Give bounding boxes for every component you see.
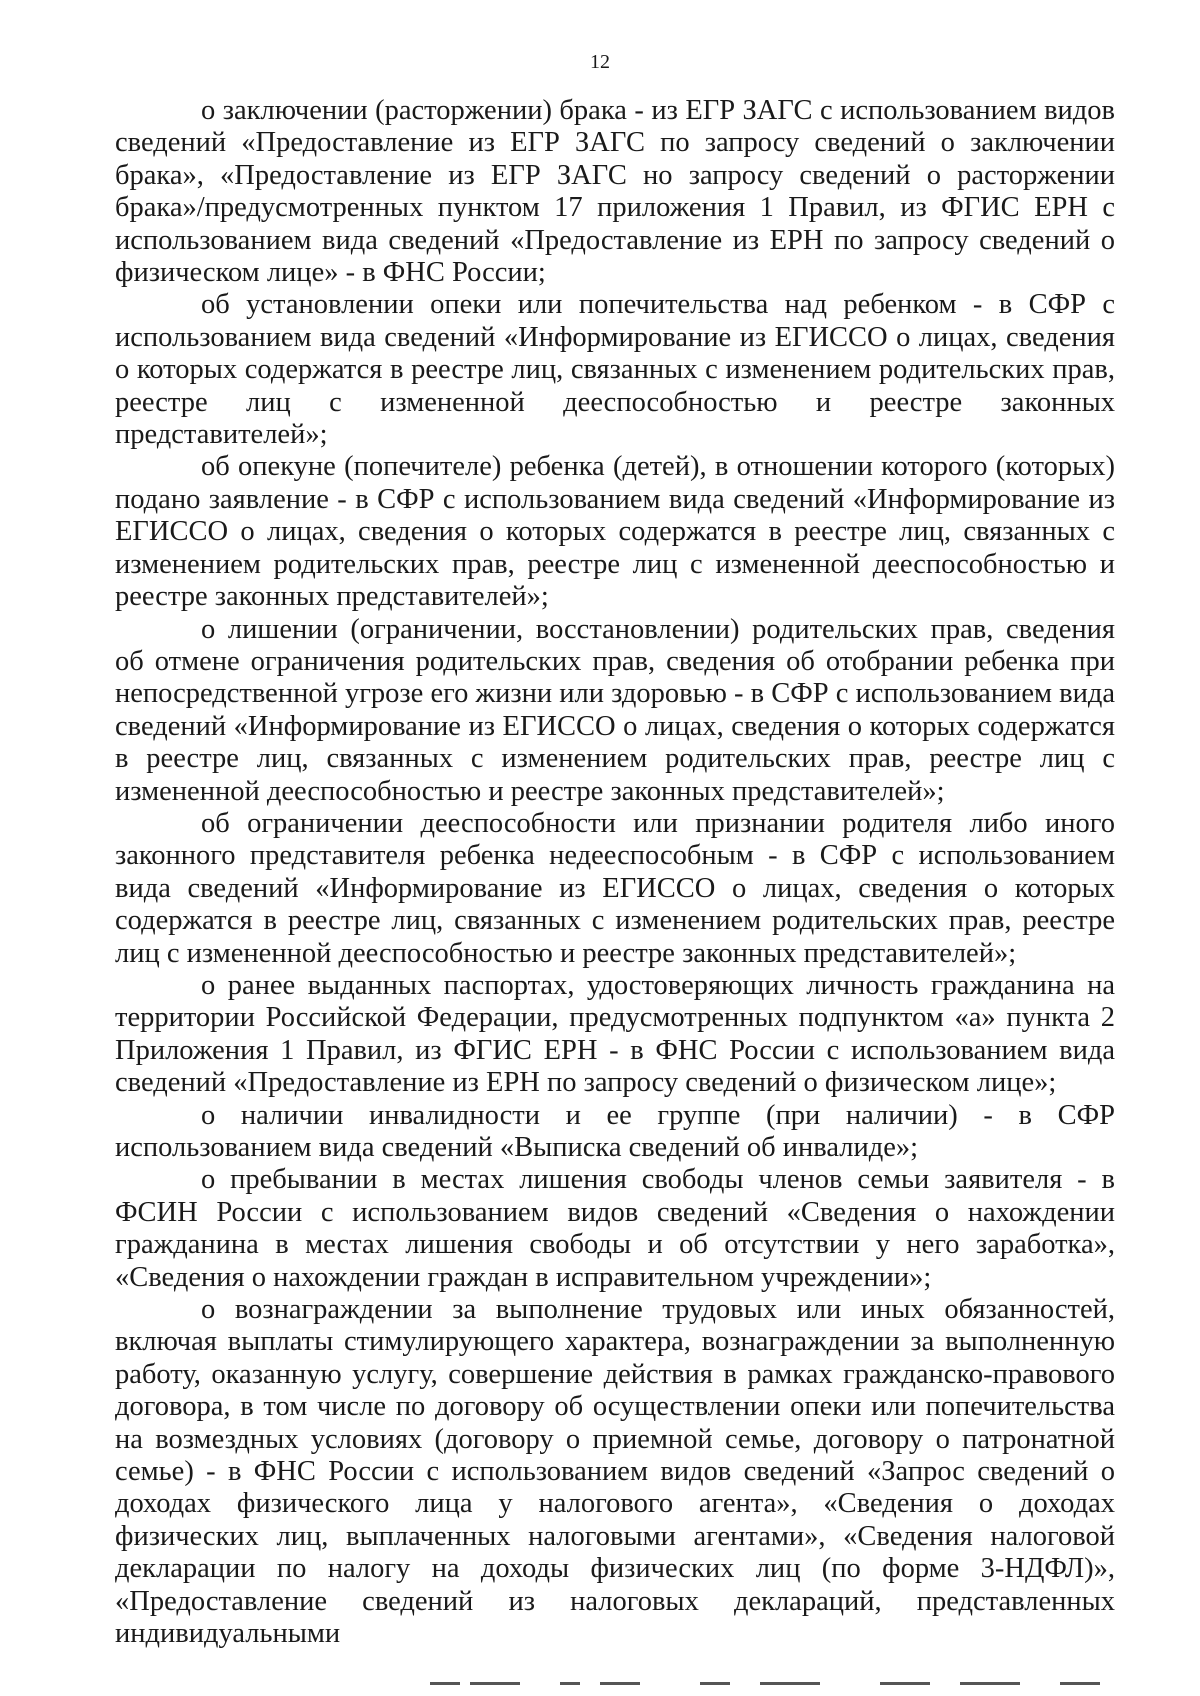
document-body xyxy=(115,95,1115,1651)
paragraph-marriage-info: о заключении (расторжении) брака - из ЕГР ЗАГС с использованием видов сведений «Предоставление из ЕГР ЗАГС по запросу сведений о заключении брака», «Предоставление из ЕГР ЗАГС но запросу сведений о расторжении брака»/предусмотренных пунктом 17 приложения 1 Правил, из ФГИС ЕРН с использованием вида сведений «Предоставление из ЕРН по запросу сведений о физическом лице» - в ФНС России; xyxy=(115,95,1115,289)
paragraph-imprisonment-info: о пребывании в местах лишения свободы членов семьи заявителя - в ФСИН России с использованием видов сведений «Сведения о нахождении гражданина в местах лишения свободы и об отсутствии у него заработка», «Сведения о нахождении граждан в исправительном учреждении»; xyxy=(115,1164,1115,1293)
paragraph-guardian-info: об опекуне (попечителе) ребенка (детей), в отношении которого (которых) подано заявление - в СФР с использованием вида сведений «Информирование из ЕГИССО о лицах, сведения о которых содержатся в реестре лиц, связанных с изменением родительских прав, реестре лиц с измененной дееспособностью и реестре законных представителей»; xyxy=(115,451,1115,613)
paragraph-disability-info: о наличии инвалидности и ее группе (при наличии) - в СФР использованием вида сведений «Выписка сведений об инвалиде»; xyxy=(115,1099,1115,1163)
page-number: 12 xyxy=(590,51,610,73)
scan-edge-artifacts xyxy=(0,1680,1200,1688)
paragraph-parental-rights-info: о лишении (ограничении, восстановлении) родительских прав, сведения об отмене ограничения родительских прав, сведения об отобрании ребенка при непосредственной угрозе его жизни или здоровью - в СФР с использованием вида сведений «Информирование из ЕГИССО о лицах, сведения о которых содержатся в реестре лиц, связанных с изменением родительских прав, реестре лиц с измененной дееспособностью и реестре законных представителей»; xyxy=(115,613,1115,807)
paragraph-legal-capacity-info: об ограничении дееспособности или признании родителя либо иного законного представителя ребенка недееспособным - в СФР с использованием вида сведений «Информирование из ЕГИССО о лицах, сведения о которых содержатся в реестре лиц, связанных с изменением родительских прав, реестре лиц с измененной дееспособностью и реестре законных представителей»; xyxy=(115,807,1115,969)
paragraph-guardianship-info: об установлении опеки или попечительства над ребенком - в СФР с использованием вида сведений «Информирование из ЕГИССО о лицах, сведения о которых содержатся в реестре лиц, связанных с изменением родительских прав, реестре лиц с измененной дееспособностью и реестре законных представителей»; xyxy=(115,289,1115,451)
paragraph-income-info: о вознаграждении за выполнение трудовых или иных обязанностей, включая выплаты стимулирующего характера, вознаграждении за выполненную работу, оказанную услугу, совершение действия в рамках гражданско-правового договора, в том числе по договору об осуществлении опеки или попечительства на возмездных условиях (договору о приемной семье, договору о патронатной семье) - в ФНС России с использованием видов сведений «Запрос сведений о доходах физического лица у налогового агента», «Сведения о доходах физических лиц, выплаченных налоговыми агентами», «Сведения налоговой декларации по налогу на доходы физических лиц (по форме 3-НДФЛ)», «Предоставление сведений из налоговых деклараций, представленных индивидуальными xyxy=(115,1294,1115,1650)
paragraph-passport-info: о ранее выданных паспортах, удостоверяющих личность гражданина на территории Российской Федерации, предусмотренных подпунктом «а» пункта 2 Приложения 1 Правил, из ФГИС ЕРН - в ФНС России с использованием вида сведений «Предоставление из ЕРН по запросу сведений о физическом лице»; xyxy=(115,969,1115,1099)
